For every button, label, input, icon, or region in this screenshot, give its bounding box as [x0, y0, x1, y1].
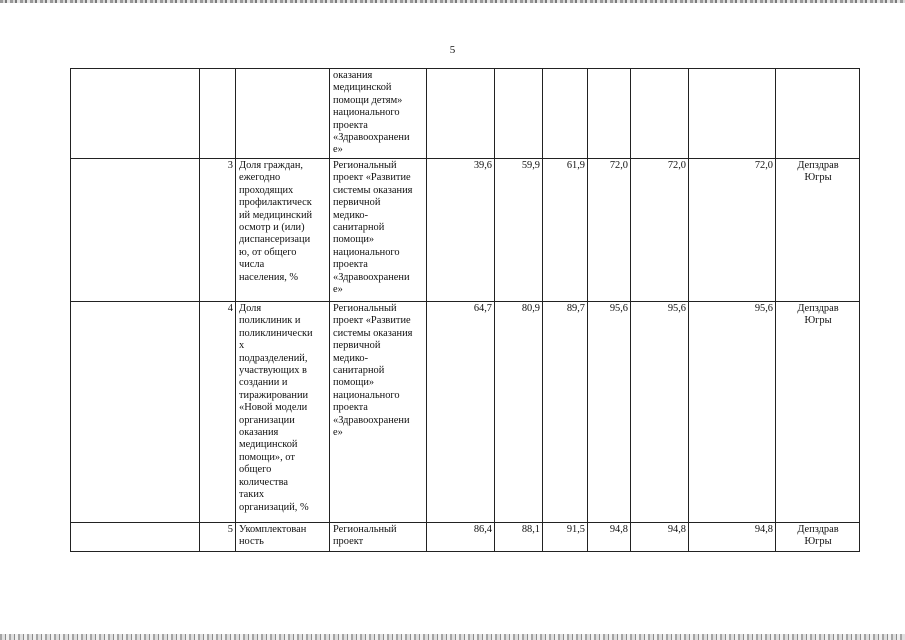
value-cell: 94,8 [631, 523, 689, 552]
empty-cell [71, 159, 200, 302]
value-cell: 88,1 [495, 523, 543, 552]
source-project: оказания медицинской помощи детям» национального проекта «Здравоохранени е» [330, 69, 427, 159]
value-cell: 95,6 [588, 302, 631, 523]
empty-cell [71, 523, 200, 552]
row-number: 3 [200, 159, 236, 302]
source-project: Региональный проект [330, 523, 427, 552]
value-cell [588, 69, 631, 159]
responsible-agency: Депздрав Югры [776, 523, 860, 552]
indicator-table [70, 68, 860, 552]
indicator-name: Доля поликлиник и поликлинически х подразделений, участвующих в создании и тиражировании «Новой модели организации оказания медицинской помощи», от общего количества таких организаций, % [236, 302, 330, 523]
source-project: Региональный проект «Развитие системы оказания первичной медико- санитарной помощи» национального проекта «Здравоохранени е» [330, 302, 427, 523]
value-cell [495, 69, 543, 159]
value-cell [427, 69, 495, 159]
value-cell [689, 69, 776, 159]
value-cell: 91,5 [543, 523, 588, 552]
scan-edge-bottom [0, 634, 905, 640]
responsible-agency: Депздрав Югры [776, 302, 860, 523]
value-cell: 80,9 [495, 302, 543, 523]
value-cell: 89,7 [543, 302, 588, 523]
value-cell: 95,6 [689, 302, 776, 523]
value-cell: 72,0 [631, 159, 689, 302]
value-cell [543, 69, 588, 159]
row-number: 4 [200, 302, 236, 523]
value-cell: 94,8 [689, 523, 776, 552]
table-row [71, 159, 860, 302]
value-cell: 39,6 [427, 159, 495, 302]
page-number: 5 [449, 44, 456, 56]
value-cell: 72,0 [689, 159, 776, 302]
value-cell [631, 69, 689, 159]
indicator-name: Укомплектован ность [236, 523, 330, 552]
value-cell: 94,8 [588, 523, 631, 552]
indicator-name [236, 69, 330, 159]
scan-edge-top [0, 0, 905, 3]
value-cell: 95,6 [631, 302, 689, 523]
value-cell: 86,4 [427, 523, 495, 552]
value-cell: 61,9 [543, 159, 588, 302]
value-cell: 72,0 [588, 159, 631, 302]
table-row [71, 523, 860, 552]
empty-cell [71, 302, 200, 523]
source-project: Региональный проект «Развитие системы оказания первичной медико- санитарной помощи» национального проекта «Здравоохранени е» [330, 159, 427, 302]
responsible-agency: Депздрав Югры [776, 159, 860, 302]
value-cell: 64,7 [427, 302, 495, 523]
row-number [200, 69, 236, 159]
indicator-name: Доля граждан, ежегодно проходящих профилактическ ий медицинский осмотр и (или) диспансеризаци ю, от общего числа населения, % [236, 159, 330, 302]
table-row [71, 69, 860, 159]
empty-cell [71, 69, 200, 159]
table-row [71, 302, 860, 523]
responsible-agency [776, 69, 860, 159]
row-number: 5 [200, 523, 236, 552]
value-cell: 59,9 [495, 159, 543, 302]
